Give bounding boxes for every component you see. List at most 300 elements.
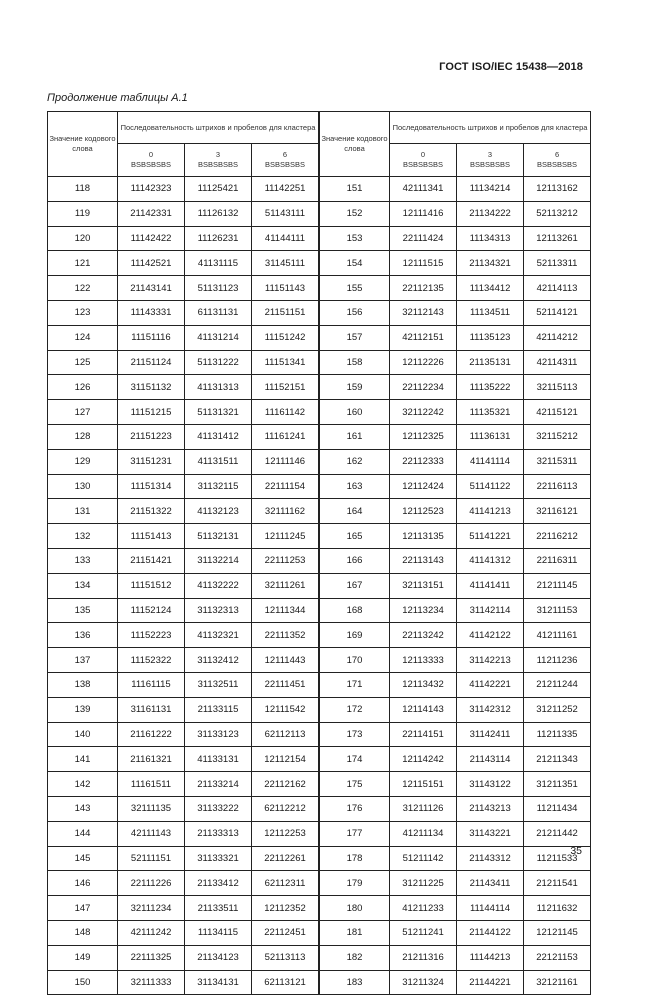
bar-space-sequence-cell: 41144111 <box>252 226 319 251</box>
bar-space-sequence-cell: 31211126 <box>390 796 457 821</box>
bar-space-sequence-cell: 31133123 <box>185 722 252 747</box>
bar-space-sequence-cell: 11144213 <box>457 945 524 970</box>
bar-space-sequence-cell: 62113121 <box>252 970 319 995</box>
header-codeword-value-left: Значение кодового слова <box>48 112 118 177</box>
bar-space-sequence-cell: 11152322 <box>118 648 185 673</box>
bar-space-sequence-cell: 32112242 <box>390 400 457 425</box>
header-bar-space-sequence-right: Последовательность штрихов и пробелов для кластера <box>390 112 591 144</box>
bar-space-sequence-cell: 11161142 <box>252 400 319 425</box>
codeword-value-cell: 160 <box>320 400 390 425</box>
bar-space-sequence-cell: 41132321 <box>185 623 252 648</box>
bar-space-sequence-cell: 11151413 <box>118 524 185 549</box>
bar-space-sequence-cell: 11126132 <box>185 201 252 226</box>
bar-space-sequence-cell: 51131123 <box>185 276 252 301</box>
bar-space-sequence-cell: 11134313 <box>457 226 524 251</box>
bar-space-sequence-cell: 21143411 <box>457 871 524 896</box>
codeword-value-cell: 130 <box>48 474 118 499</box>
bar-space-sequence-cell: 41142122 <box>457 623 524 648</box>
bar-space-sequence-cell: 12112253 <box>252 821 319 846</box>
header-cluster-6-right: 6 BSBSBSBS <box>524 144 591 177</box>
codeword-value-cell: 157 <box>320 325 390 350</box>
bar-space-sequence-cell: 22111325 <box>118 945 185 970</box>
codeword-value-cell: 120 <box>48 226 118 251</box>
bar-space-sequence-cell: 11143331 <box>118 300 185 325</box>
codeword-value-cell: 135 <box>48 598 118 623</box>
bar-space-sequence-cell: 11142251 <box>252 177 319 202</box>
codeword-value-cell: 145 <box>48 846 118 871</box>
bar-space-sequence-cell: 21161321 <box>118 747 185 772</box>
bar-space-sequence-cell: 21211343 <box>524 747 591 772</box>
bar-space-sequence-cell: 11211632 <box>524 896 591 921</box>
bar-space-sequence-cell: 41131115 <box>185 251 252 276</box>
bar-space-sequence-cell: 42112151 <box>390 325 457 350</box>
bar-space-sequence-cell: 12111344 <box>252 598 319 623</box>
codeword-value-cell: 119 <box>48 201 118 226</box>
codeword-value-cell: 138 <box>48 672 118 697</box>
table-row <box>48 325 591 350</box>
table-row <box>48 449 591 474</box>
bar-space-sequence-cell: 11151116 <box>118 325 185 350</box>
codeword-value-cell: 125 <box>48 350 118 375</box>
codeword-value-cell: 132 <box>48 524 118 549</box>
table-row <box>48 276 591 301</box>
bar-space-sequence-cell: 31132214 <box>185 548 252 573</box>
bar-space-sequence-cell: 11152151 <box>252 375 319 400</box>
codeword-value-cell: 175 <box>320 772 390 797</box>
codeword-value-cell: 170 <box>320 648 390 673</box>
bar-space-sequence-cell: 22111226 <box>118 871 185 896</box>
codeword-value-cell: 149 <box>48 945 118 970</box>
table-row <box>48 970 591 995</box>
codeword-value-cell: 126 <box>48 375 118 400</box>
bar-space-sequence-cell: 12112523 <box>390 499 457 524</box>
bar-space-sequence-cell: 32113151 <box>390 573 457 598</box>
bar-space-sequence-cell: 41131412 <box>185 424 252 449</box>
bar-space-sequence-cell: 12114242 <box>390 747 457 772</box>
bar-space-sequence-cell: 12111443 <box>252 648 319 673</box>
bar-space-sequence-cell: 22116212 <box>524 524 591 549</box>
codeword-value-cell: 124 <box>48 325 118 350</box>
codeword-value-cell: 174 <box>320 747 390 772</box>
bar-space-sequence-cell: 31151132 <box>118 375 185 400</box>
codeword-value-cell: 137 <box>48 648 118 673</box>
table-row <box>48 499 591 524</box>
table-row <box>48 722 591 747</box>
bar-space-sequence-cell: 51141122 <box>457 474 524 499</box>
header-cluster-0-left: 0 BSBSBSBS <box>118 144 185 177</box>
codeword-value-cell: 165 <box>320 524 390 549</box>
bar-space-sequence-cell: 21211145 <box>524 573 591 598</box>
bar-space-sequence-cell: 21143114 <box>457 747 524 772</box>
bar-space-sequence-cell: 32111234 <box>118 896 185 921</box>
bar-space-sequence-cell: 52111151 <box>118 846 185 871</box>
bar-space-sequence-cell: 12112352 <box>252 896 319 921</box>
codeword-value-cell: 134 <box>48 573 118 598</box>
bar-space-sequence-cell: 21143141 <box>118 276 185 301</box>
bar-space-sequence-cell: 12112424 <box>390 474 457 499</box>
bar-space-sequence-cell: 51141221 <box>457 524 524 549</box>
bar-space-sequence-cell: 11144114 <box>457 896 524 921</box>
bar-space-sequence-cell: 31142312 <box>457 697 524 722</box>
bar-space-sequence-cell: 12112154 <box>252 747 319 772</box>
page-number: 35 <box>570 845 582 857</box>
codeword-value-cell: 162 <box>320 449 390 474</box>
header-cluster-3-right: 3 BSBSBSBS <box>457 144 524 177</box>
bar-space-sequence-cell: 51211142 <box>390 846 457 871</box>
codeword-value-cell: 133 <box>48 548 118 573</box>
bar-space-sequence-cell: 21151322 <box>118 499 185 524</box>
table-row <box>48 648 591 673</box>
bar-space-sequence-cell: 41131313 <box>185 375 252 400</box>
bar-space-sequence-cell: 12112325 <box>390 424 457 449</box>
bar-space-sequence-cell: 21133511 <box>185 896 252 921</box>
codeword-value-cell: 166 <box>320 548 390 573</box>
codeword-value-cell: 129 <box>48 449 118 474</box>
bar-space-sequence-cell: 21133214 <box>185 772 252 797</box>
table-row <box>48 474 591 499</box>
codeword-value-cell: 171 <box>320 672 390 697</box>
bar-space-sequence-cell: 41211161 <box>524 623 591 648</box>
bar-space-sequence-cell: 31132115 <box>185 474 252 499</box>
bar-space-sequence-cell: 31134131 <box>185 970 252 995</box>
bar-space-sequence-cell: 21211316 <box>390 945 457 970</box>
codeword-value-cell: 146 <box>48 871 118 896</box>
bar-space-sequence-cell: 11134412 <box>457 276 524 301</box>
header-cluster-0-right: 0 BSBSBSBS <box>390 144 457 177</box>
bar-space-sequence-cell: 21151421 <box>118 548 185 573</box>
table-row <box>48 846 591 871</box>
bar-space-sequence-cell: 21151223 <box>118 424 185 449</box>
bar-space-sequence-cell: 31211324 <box>390 970 457 995</box>
bar-space-sequence-cell: 31161131 <box>118 697 185 722</box>
bar-space-sequence-cell: 11211533 <box>524 846 591 871</box>
bar-space-sequence-cell: 22113143 <box>390 548 457 573</box>
bar-space-sequence-cell: 12121145 <box>524 920 591 945</box>
codeword-value-cell: 144 <box>48 821 118 846</box>
codeword-value-cell: 158 <box>320 350 390 375</box>
bar-space-sequence-cell: 22112162 <box>252 772 319 797</box>
bar-space-sequence-cell: 21134222 <box>457 201 524 226</box>
bar-space-sequence-cell: 31143122 <box>457 772 524 797</box>
bar-space-sequence-cell: 32116121 <box>524 499 591 524</box>
bar-space-sequence-cell: 52114121 <box>524 300 591 325</box>
bar-space-sequence-cell: 12111542 <box>252 697 319 722</box>
bar-space-sequence-cell: 12111515 <box>390 251 457 276</box>
table-row <box>48 623 591 648</box>
bar-space-sequence-cell: 41131511 <box>185 449 252 474</box>
codeword-value-cell: 177 <box>320 821 390 846</box>
codeword-value-cell: 176 <box>320 796 390 821</box>
codeword-value-cell: 159 <box>320 375 390 400</box>
bar-space-sequence-cell: 41132222 <box>185 573 252 598</box>
table-row <box>48 896 591 921</box>
bar-space-sequence-cell: 22112451 <box>252 920 319 945</box>
codeword-value-cell: 127 <box>48 400 118 425</box>
codeword-value-cell: 118 <box>48 177 118 202</box>
codeword-value-cell: 151 <box>320 177 390 202</box>
header-cluster-3-left: 3 BSBSBSBS <box>185 144 252 177</box>
bar-space-sequence-cell: 51211241 <box>390 920 457 945</box>
codeword-value-cell: 156 <box>320 300 390 325</box>
bar-space-sequence-cell: 11136131 <box>457 424 524 449</box>
bar-space-sequence-cell: 22112234 <box>390 375 457 400</box>
bar-space-sequence-cell: 21144221 <box>457 970 524 995</box>
bar-space-sequence-cell: 11161511 <box>118 772 185 797</box>
bar-space-sequence-cell: 11135321 <box>457 400 524 425</box>
bar-space-sequence-cell: 42111341 <box>390 177 457 202</box>
table-row <box>48 796 591 821</box>
codeword-value-cell: 153 <box>320 226 390 251</box>
bar-space-sequence-cell: 11135222 <box>457 375 524 400</box>
bar-space-sequence-cell: 32115113 <box>524 375 591 400</box>
codeword-value-cell: 131 <box>48 499 118 524</box>
table-row <box>48 350 591 375</box>
bar-space-sequence-cell: 22112261 <box>252 846 319 871</box>
bar-space-sequence-cell: 12113135 <box>390 524 457 549</box>
bar-space-sequence-cell: 31143221 <box>457 821 524 846</box>
table-row <box>48 672 591 697</box>
bar-space-sequence-cell: 22116311 <box>524 548 591 573</box>
bar-space-sequence-cell: 12113162 <box>524 177 591 202</box>
table-row <box>48 697 591 722</box>
bar-space-sequence-cell: 62112113 <box>252 722 319 747</box>
bar-space-sequence-cell: 31133222 <box>185 796 252 821</box>
codeword-value-cell: 172 <box>320 697 390 722</box>
bar-space-sequence-cell: 21134123 <box>185 945 252 970</box>
bar-space-sequence-cell: 42114311 <box>524 350 591 375</box>
table-row <box>48 548 591 573</box>
codeword-value-cell: 121 <box>48 251 118 276</box>
codeword-value-cell: 128 <box>48 424 118 449</box>
bar-space-sequence-cell: 51132131 <box>185 524 252 549</box>
header-cluster-6-left: 6 BSBSBSBS <box>252 144 319 177</box>
table-row <box>48 945 591 970</box>
table-row <box>48 821 591 846</box>
table-row <box>48 598 591 623</box>
bar-space-sequence-cell: 22113242 <box>390 623 457 648</box>
bar-space-sequence-cell: 21133313 <box>185 821 252 846</box>
bar-space-sequence-cell: 21211442 <box>524 821 591 846</box>
bar-space-sequence-cell: 12111416 <box>390 201 457 226</box>
bar-space-sequence-cell: 12113333 <box>390 648 457 673</box>
bar-space-sequence-cell: 41211233 <box>390 896 457 921</box>
bar-space-sequence-cell: 61131131 <box>185 300 252 325</box>
bar-space-sequence-cell: 42111242 <box>118 920 185 945</box>
bar-space-sequence-cell: 11134214 <box>457 177 524 202</box>
bar-space-sequence-cell: 31145111 <box>252 251 319 276</box>
bar-space-sequence-cell: 11151314 <box>118 474 185 499</box>
table-row <box>48 251 591 276</box>
codeword-value-cell: 150 <box>48 970 118 995</box>
bar-space-sequence-cell: 41133131 <box>185 747 252 772</box>
bar-space-sequence-cell: 31142213 <box>457 648 524 673</box>
bar-space-sequence-cell: 21143213 <box>457 796 524 821</box>
codeword-value-cell: 183 <box>320 970 390 995</box>
bar-space-sequence-cell: 11161241 <box>252 424 319 449</box>
codeword-value-cell: 164 <box>320 499 390 524</box>
bar-space-sequence-cell: 11152223 <box>118 623 185 648</box>
bar-space-sequence-cell: 31211252 <box>524 697 591 722</box>
bar-space-sequence-cell: 21133412 <box>185 871 252 896</box>
bar-space-sequence-cell: 21211244 <box>524 672 591 697</box>
table-row <box>48 201 591 226</box>
bar-space-sequence-cell: 31132511 <box>185 672 252 697</box>
codeword-value-cell: 167 <box>320 573 390 598</box>
bar-space-sequence-cell: 22112333 <box>390 449 457 474</box>
codeword-value-cell: 181 <box>320 920 390 945</box>
bar-space-sequence-cell: 22111352 <box>252 623 319 648</box>
bar-space-sequence-cell: 31211225 <box>390 871 457 896</box>
bar-space-sequence-cell: 51143111 <box>252 201 319 226</box>
bar-space-sequence-cell: 41141114 <box>457 449 524 474</box>
codeword-value-cell: 139 <box>48 697 118 722</box>
bar-space-sequence-cell: 31211351 <box>524 772 591 797</box>
bar-space-sequence-cell: 11161115 <box>118 672 185 697</box>
bar-space-sequence-cell: 51131321 <box>185 400 252 425</box>
bar-space-sequence-cell: 31132313 <box>185 598 252 623</box>
bar-space-sequence-cell: 12111245 <box>252 524 319 549</box>
table-row <box>48 772 591 797</box>
codeword-value-cell: 173 <box>320 722 390 747</box>
bar-space-sequence-cell: 32111261 <box>252 573 319 598</box>
codeword-value-cell: 178 <box>320 846 390 871</box>
bar-space-sequence-cell: 12113261 <box>524 226 591 251</box>
bar-space-sequence-cell: 11134511 <box>457 300 524 325</box>
codeword-value-cell: 168 <box>320 598 390 623</box>
document-standard-id: ГОСТ ISO/IEC 15438—2018 <box>439 61 583 73</box>
codeword-value-cell: 123 <box>48 300 118 325</box>
bar-space-sequence-cell: 52113113 <box>252 945 319 970</box>
bar-space-sequence-cell: 41211134 <box>390 821 457 846</box>
bar-space-sequence-cell: 21151124 <box>118 350 185 375</box>
bar-space-sequence-cell: 11211335 <box>524 722 591 747</box>
codeword-value-cell: 163 <box>320 474 390 499</box>
bar-space-sequence-cell: 32111162 <box>252 499 319 524</box>
codeword-value-cell: 155 <box>320 276 390 301</box>
codeword-value-cell: 143 <box>48 796 118 821</box>
bar-space-sequence-cell: 12111146 <box>252 449 319 474</box>
bar-space-sequence-cell: 21133115 <box>185 697 252 722</box>
bar-space-sequence-cell: 11152124 <box>118 598 185 623</box>
bar-space-sequence-cell: 52113212 <box>524 201 591 226</box>
codeword-value-cell: 180 <box>320 896 390 921</box>
codeword-value-cell: 142 <box>48 772 118 797</box>
bar-space-sequence-cell: 11211434 <box>524 796 591 821</box>
table-row <box>48 573 591 598</box>
bar-space-sequence-cell: 41141213 <box>457 499 524 524</box>
bar-space-sequence-cell: 11151143 <box>252 276 319 301</box>
table-body <box>48 177 591 995</box>
bar-space-sequence-cell: 31132412 <box>185 648 252 673</box>
bar-space-sequence-cell: 42114113 <box>524 276 591 301</box>
table-row <box>48 375 591 400</box>
codeword-value-cell: 122 <box>48 276 118 301</box>
bar-space-sequence-cell: 12112226 <box>390 350 457 375</box>
bar-space-sequence-cell: 12115151 <box>390 772 457 797</box>
bar-space-sequence-cell: 22111451 <box>252 672 319 697</box>
bar-space-sequence-cell: 11125421 <box>185 177 252 202</box>
bar-space-sequence-cell: 32121161 <box>524 970 591 995</box>
bar-space-sequence-cell: 52113311 <box>524 251 591 276</box>
bar-space-sequence-cell: 11151341 <box>252 350 319 375</box>
codeword-value-cell: 147 <box>48 896 118 921</box>
bar-space-sequence-cell: 11211236 <box>524 648 591 673</box>
bar-space-sequence-cell: 21211541 <box>524 871 591 896</box>
codeword-value-cell: 136 <box>48 623 118 648</box>
bar-space-sequence-cell: 21134321 <box>457 251 524 276</box>
bar-space-sequence-cell: 11142323 <box>118 177 185 202</box>
bar-space-sequence-cell: 12113234 <box>390 598 457 623</box>
bar-space-sequence-cell: 21143312 <box>457 846 524 871</box>
table-row <box>48 424 591 449</box>
codeword-value-cell: 148 <box>48 920 118 945</box>
bar-space-sequence-cell: 21161222 <box>118 722 185 747</box>
bar-space-sequence-cell: 51131222 <box>185 350 252 375</box>
codeword-value-cell: 154 <box>320 251 390 276</box>
table-row <box>48 400 591 425</box>
bar-space-sequence-cell: 22116113 <box>524 474 591 499</box>
bar-space-sequence-cell: 42111143 <box>118 821 185 846</box>
table-caption: Продолжение таблицы А.1 <box>47 92 188 104</box>
codeword-value-cell: 140 <box>48 722 118 747</box>
bar-space-sequence-cell: 31151231 <box>118 449 185 474</box>
bar-space-sequence-cell: 62112311 <box>252 871 319 896</box>
bar-space-sequence-cell: 32115311 <box>524 449 591 474</box>
bar-space-sequence-cell: 31142411 <box>457 722 524 747</box>
bar-space-sequence-cell: 11142521 <box>118 251 185 276</box>
bar-space-sequence-cell: 42114212 <box>524 325 591 350</box>
bar-space-sequence-cell: 12114143 <box>390 697 457 722</box>
bar-space-sequence-cell: 32115212 <box>524 424 591 449</box>
bar-space-sequence-cell: 31211153 <box>524 598 591 623</box>
bar-space-sequence-cell: 11151215 <box>118 400 185 425</box>
bar-space-sequence-cell: 62112212 <box>252 796 319 821</box>
table-row <box>48 177 591 202</box>
bar-space-sequence-cell: 31133321 <box>185 846 252 871</box>
bar-space-sequence-cell: 12113432 <box>390 672 457 697</box>
bar-space-sequence-cell: 22112135 <box>390 276 457 301</box>
table-row <box>48 226 591 251</box>
bar-space-sequence-cell: 21151151 <box>252 300 319 325</box>
table-row <box>48 300 591 325</box>
bar-space-sequence-cell: 11126231 <box>185 226 252 251</box>
table-row <box>48 871 591 896</box>
header-codeword-value-right: Значение кодового слова <box>320 112 390 177</box>
bar-space-sequence-cell: 11135123 <box>457 325 524 350</box>
codeword-table <box>47 111 591 995</box>
bar-space-sequence-cell: 41141411 <box>457 573 524 598</box>
codeword-value-cell: 169 <box>320 623 390 648</box>
table-row <box>48 524 591 549</box>
bar-space-sequence-cell: 32112143 <box>390 300 457 325</box>
codeword-value-cell: 179 <box>320 871 390 896</box>
bar-space-sequence-cell: 41132123 <box>185 499 252 524</box>
table-row <box>48 920 591 945</box>
codeword-value-cell: 182 <box>320 945 390 970</box>
bar-space-sequence-cell: 42115121 <box>524 400 591 425</box>
bar-space-sequence-cell: 31142114 <box>457 598 524 623</box>
bar-space-sequence-cell: 11151512 <box>118 573 185 598</box>
bar-space-sequence-cell: 22114151 <box>390 722 457 747</box>
bar-space-sequence-cell: 11134115 <box>185 920 252 945</box>
codeword-value-cell: 152 <box>320 201 390 226</box>
bar-space-sequence-cell: 22111253 <box>252 548 319 573</box>
bar-space-sequence-cell: 32111135 <box>118 796 185 821</box>
header-bar-space-sequence-left: Последовательность штрихов и пробелов для кластера <box>118 112 319 144</box>
bar-space-sequence-cell: 22121153 <box>524 945 591 970</box>
bar-space-sequence-cell: 41141312 <box>457 548 524 573</box>
bar-space-sequence-cell: 11142422 <box>118 226 185 251</box>
